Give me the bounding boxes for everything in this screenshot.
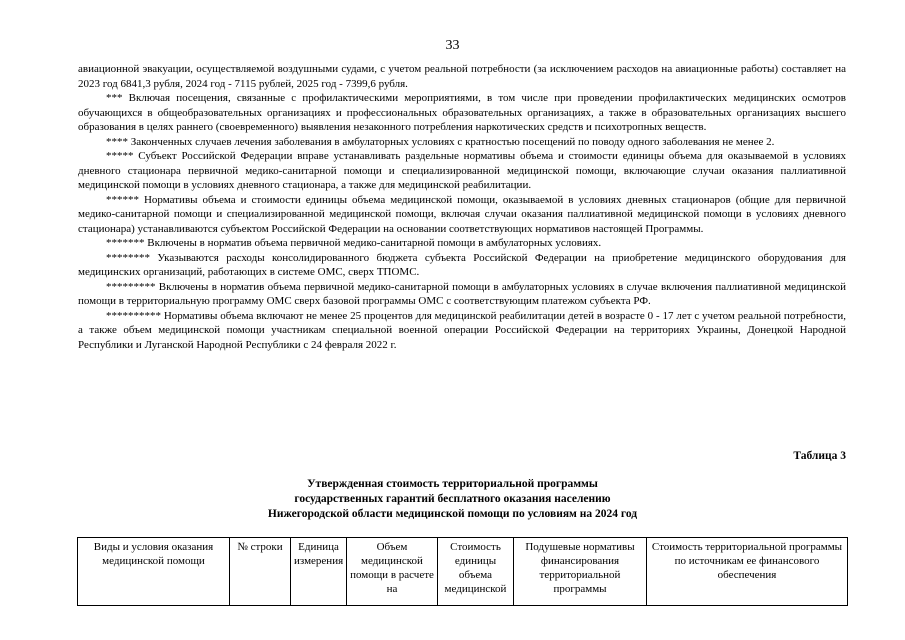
footnote-3: *** Включая посещения, связанные с профилактическими мероприятиями, в том числе при проведении профилактических медицинских осмотров обучающихся в общеобразовательных организациях и профессиональных образовательных организациях, а также в образовательных организациях высшего образования в целях раннего (своевременного) выявления незаконного потребления наркотических средств и психотропных веществ. [78, 92, 846, 133]
footnote-8: ******** Указываются расходы консолидированного бюджета субъекта Российской Федерации на приобретение медицинского оборудования для медицинских организаций, работающих в системе ОМС, сверх ТПОМС. [78, 251, 846, 278]
table-title-line-1: Утвержденная стоимость территориальной программы [307, 478, 598, 490]
footnote-9: ********* Включены в норматив объема первичной медико-санитарной помощи в амбулаторных условиях в случае включения паллиативной медицинской помощи в территориальную программу ОМС сверх базовой программы ОМС с соответствующим платежом субъекта РФ. [78, 280, 846, 307]
header-cell-row-number: № строки [230, 538, 291, 606]
header-cell-per-capita: Подушевые нормативы финансирования территориальной программы [514, 538, 647, 606]
table-label: Таблица 3 [793, 450, 846, 462]
table-header-row [78, 538, 848, 606]
header-cell-care-type: Виды и условия оказания медицинской помощи [78, 538, 230, 606]
footnote-continuation: авиационной эвакуации, осуществляемой воздушными судами, с учетом реальной потребности (за исключением расходов на авиационные работы) составляет на 2023 год 6841,3 рубля, 2024 год - 7115 рублей, 2025 год - 7399,6 рубля. [78, 63, 846, 90]
footnote-7: ******* Включены в норматив объема первичной медико-санитарной помощи в амбулаторных условиях. [106, 237, 602, 249]
table-title-line-3: Нижегородской области медицинской помощи по условиям на 2024 год [267, 508, 638, 520]
table-title [0, 477, 905, 522]
footnote-10: ********** Нормативы объема включают не менее 25 процентов для медицинской реабилитации детей в возрасте 0 - 17 лет с учетом реальной потребности, а также объем медицинской помощи участникам специальной военной операции Российской Федерации на территориях Украины, Донецкой Народной Республики и Луганской Народной Республики с 24 февраля 2022 г. [78, 309, 846, 351]
cost-table [77, 537, 848, 606]
footnotes-text [78, 62, 846, 352]
header-cell-program-cost: Стоимость территориальной программы по источникам ее финансового обеспечения [647, 538, 848, 606]
footnote-6: ****** Нормативы объема и стоимости единицы объема медицинской помощи, оказываемой в условиях дневных стационаров (общие для первичной медико-санитарной помощи и специализированной медицинской помощи, включая случаи оказания паллиативной медицинской помощи в условиях дневного стационара) устанавливаются субъектом Российской Федерации на основании соответствующих нормативов настоящей Программы. [78, 193, 846, 235]
header-cell-unit: Единица измерения [291, 538, 347, 606]
header-cell-volume: Объем медицинской помощи в расчете на [347, 538, 438, 606]
table-title-line-2: государственных гарантий бесплатного оказания населению [294, 493, 611, 505]
page-number: 33 [445, 38, 460, 53]
footnote-4: **** Законченных случаев лечения заболевания в амбулаторных условиях с кратностью посещений по поводу одного заболевания не менее 2. [106, 135, 775, 148]
footnote-5: ***** Субъект Российской Федерации вправе устанавливать раздельные нормативы объема и стоимости единицы объема для оказываемой в условиях дневного стационара первичной медико-санитарной помощи и специализированной медицинской помощи, включающие случаи оказания паллиативной медицинской помощи в условиях дневного стационара, а также для медицинской реабилитации. [78, 150, 846, 191]
header-cell-unit-cost: Стоимость единицы объема медицинской [438, 538, 514, 606]
